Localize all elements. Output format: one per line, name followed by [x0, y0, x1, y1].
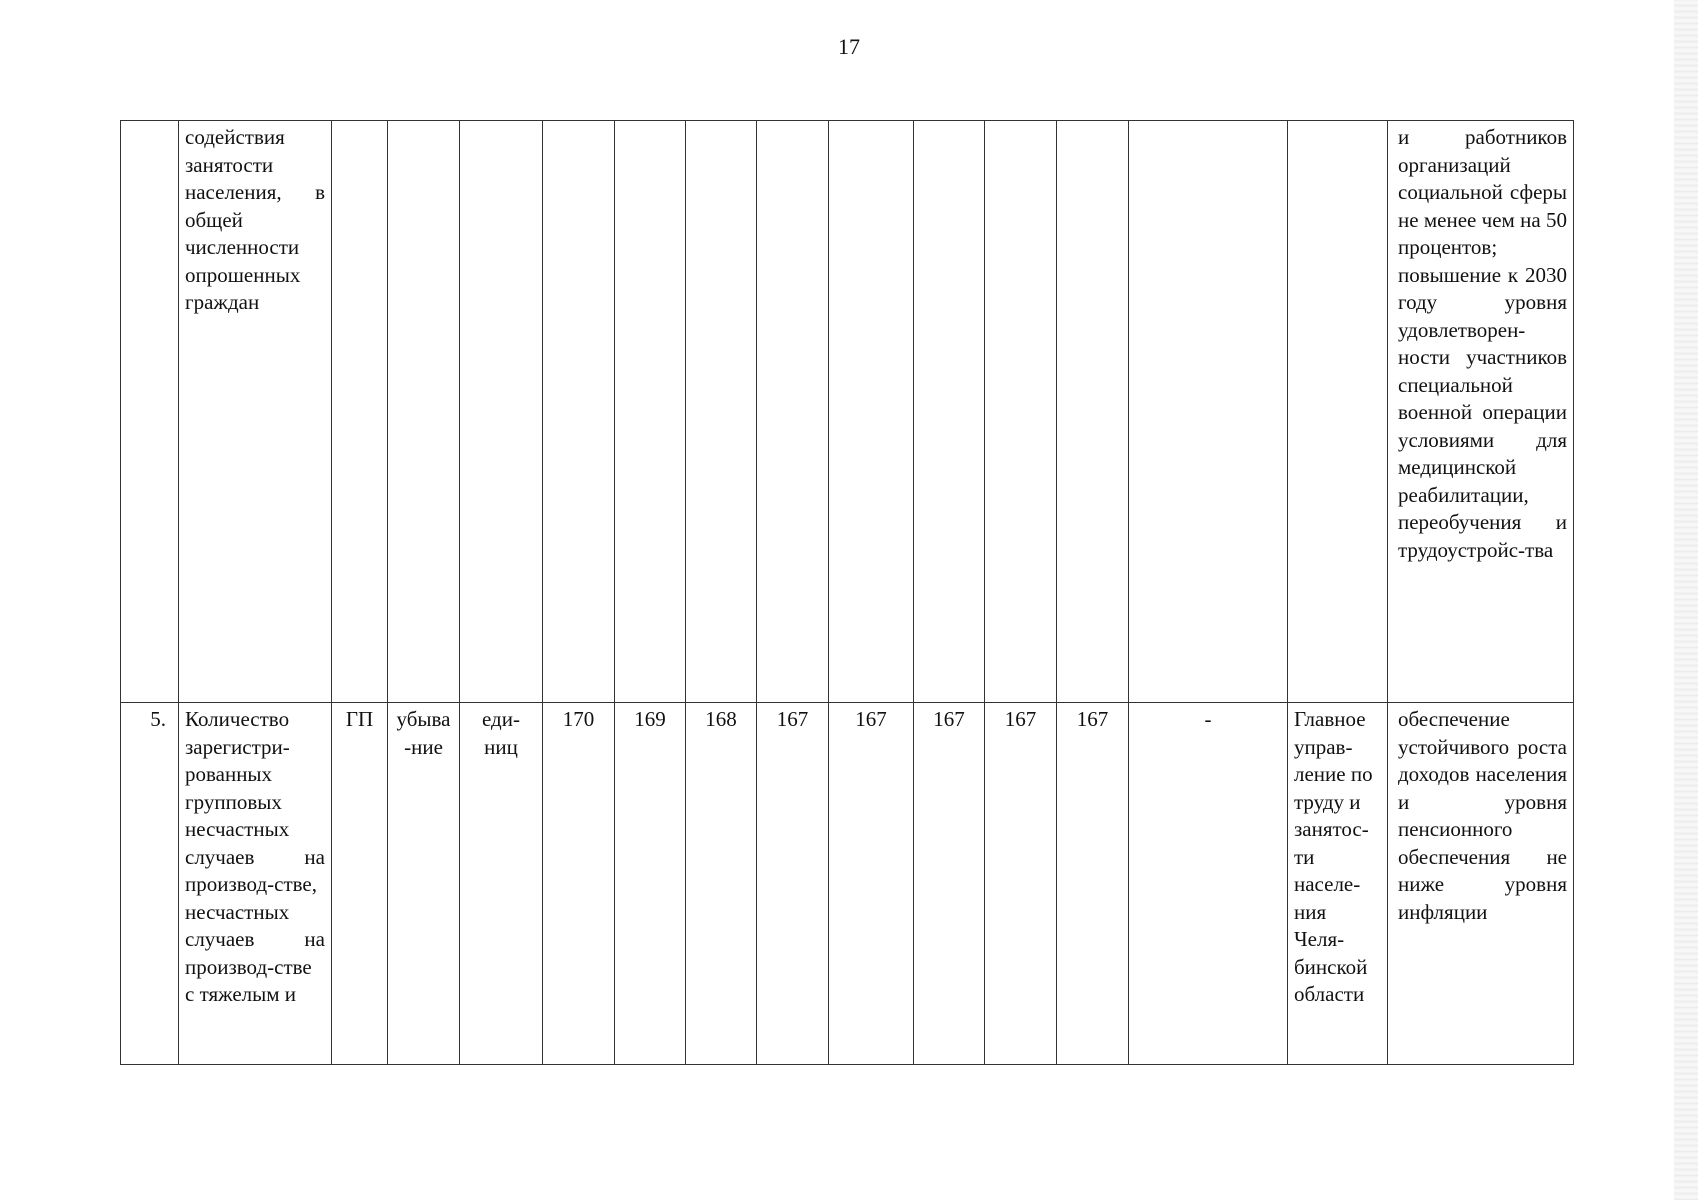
cell-direction: убыва-ние [388, 703, 460, 1065]
cell-value [686, 121, 757, 703]
page-number: 17 [838, 34, 860, 59]
cell-value [615, 121, 686, 703]
cell-dash: - [1129, 703, 1288, 1065]
cell-value: 168 [686, 703, 757, 1065]
indicators-table [120, 120, 1574, 1065]
cell-value [985, 121, 1057, 703]
cell-value: 169 [615, 703, 686, 1065]
cell-source [332, 121, 388, 703]
scan-edge [1674, 0, 1698, 1200]
cell-number [121, 121, 179, 703]
cell-indicator: содействия занятости населения, в общей численности опрошенных граждан [179, 121, 332, 703]
cell-responsible: Главное управ-ление по труду и занятос-ти населе-ния Челя-бинской области [1288, 703, 1388, 1065]
cell-unit: еди-ниц [460, 703, 543, 1065]
cell-value [757, 121, 829, 703]
cell-value: 167 [1057, 703, 1129, 1065]
cell-dash [1129, 121, 1288, 703]
cell-number: 5. [121, 703, 179, 1065]
cell-value [1057, 121, 1129, 703]
cell-goal: обеспечение устойчивого роста доходов населения и уровня пенсионного обеспечения не ниже уровня инфляции [1388, 703, 1574, 1065]
cell-value [543, 121, 615, 703]
cell-direction [388, 121, 460, 703]
cell-value: 170 [543, 703, 615, 1065]
cell-indicator: Количество зарегистри-рованных групповых несчастных случаев на производ-стве, несчастных случаев на производ-стве с тяжелым и [179, 703, 332, 1065]
cell-value: 167 [829, 703, 914, 1065]
cell-value [829, 121, 914, 703]
cell-value: 167 [985, 703, 1057, 1065]
cell-responsible [1288, 121, 1388, 703]
cell-source: ГП [332, 703, 388, 1065]
cell-value [914, 121, 985, 703]
cell-unit [460, 121, 543, 703]
cell-value: 167 [757, 703, 829, 1065]
table-row-continuation [121, 121, 1574, 703]
table-row-5 [121, 703, 1574, 1065]
cell-value: 167 [914, 703, 985, 1065]
cell-goal: и работников организаций социальной сферы не менее чем на 50 процентов; повышение к 2030 году уровня удовлетворен-ности участников специальной военной операции условиями для медицинской реабилитации, переобучения и трудоустройс-тва [1388, 121, 1574, 703]
